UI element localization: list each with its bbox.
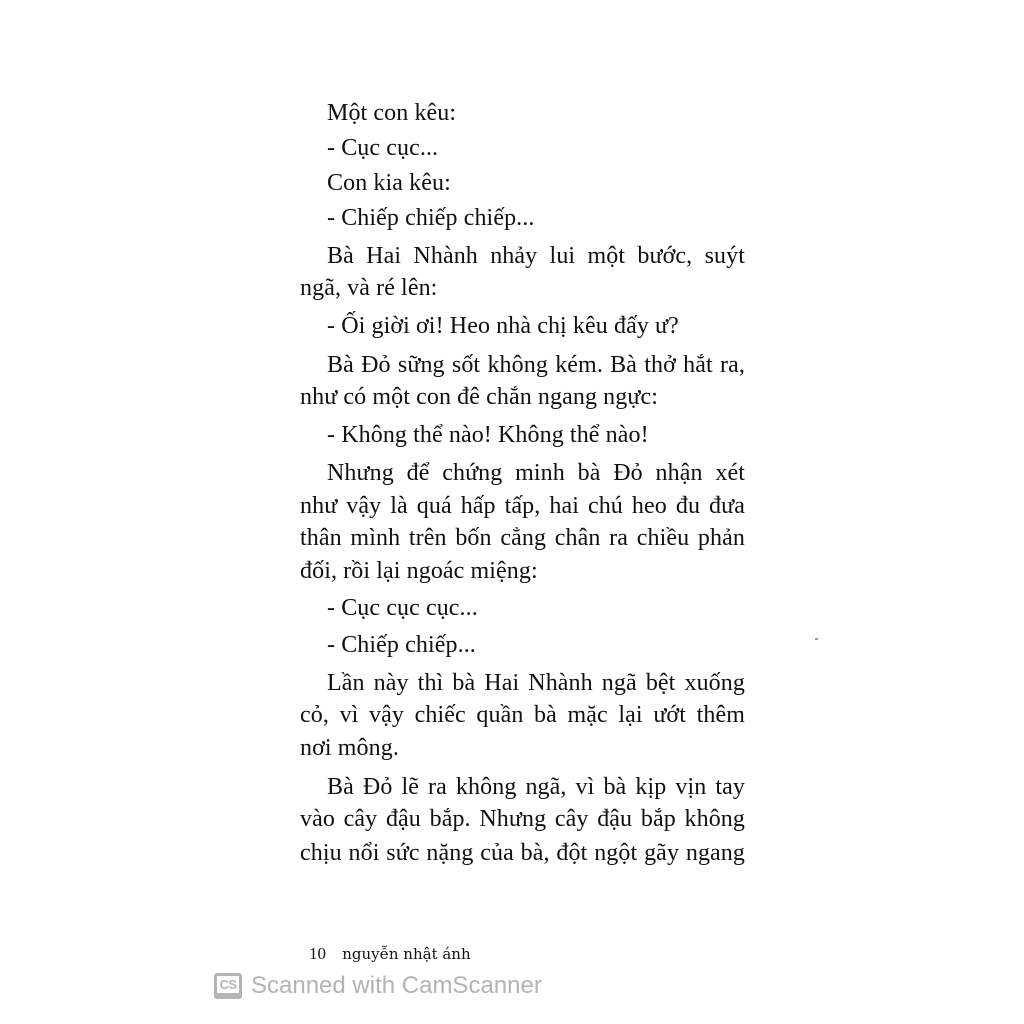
watermark-text: Scanned with CamScanner: [251, 972, 542, 999]
text-line: - Chiếp chiếp chiếp...: [327, 205, 535, 231]
text-line: Nhưng để chứng minh bà Đỏ nhận xét: [327, 460, 745, 486]
text-line: Bà Hai Nhành nhảy lui một bước, suýt: [327, 243, 745, 269]
text-line: chịu nổi sức nặng của bà, đột ngột gãy ngang: [300, 840, 745, 866]
text-line: Bà Đỏ sững sốt không kém. Bà thở hắt ra,: [327, 352, 745, 378]
text-line: Lần này thì bà Hai Nhành ngã bệt xuống: [327, 670, 745, 696]
text-line: cỏ, vì vậy chiếc quần bà mặc lại ướt thêm: [300, 702, 745, 728]
page-number: 10: [309, 944, 326, 963]
text-line: như vậy là quá hấp tấp, hai chú heo đu đưa: [300, 493, 745, 519]
text-line: - Ối giời ơi! Heo nhà chị kêu đấy ư?: [327, 313, 679, 339]
page-footer: [309, 944, 471, 964]
text-line: - Cục cục cục...: [327, 595, 478, 621]
camscanner-watermark: [214, 972, 542, 1000]
text-line: - Chiếp chiếp...: [327, 632, 476, 658]
text-line: Bà Đỏ lẽ ra không ngã, vì bà kịp vịn tay: [327, 774, 745, 800]
text-line: thân mình trên bốn cẳng chân ra chiều phản: [300, 525, 745, 551]
text-line: Một con kêu:: [327, 100, 457, 126]
camscanner-logo-icon: CS: [214, 973, 242, 999]
text-line: như có một con đê chắn ngang ngực:: [300, 384, 658, 410]
text-line: - Cục cục...: [327, 135, 439, 161]
text-line: nơi mông.: [300, 735, 399, 761]
text-line: ngã, và ré lên:: [300, 275, 438, 301]
text-line: đối, rồi lại ngoác miệng:: [300, 558, 538, 584]
text-line: vào cây đậu bắp. Nhưng cây đậu bắp không: [300, 806, 745, 832]
scan-speck: [815, 638, 818, 640]
author-name: nguyễn nhật ánh: [342, 945, 471, 963]
text-line: Con kia kêu:: [327, 170, 451, 196]
text-line: - Không thể nào! Không thể nào!: [327, 422, 649, 448]
